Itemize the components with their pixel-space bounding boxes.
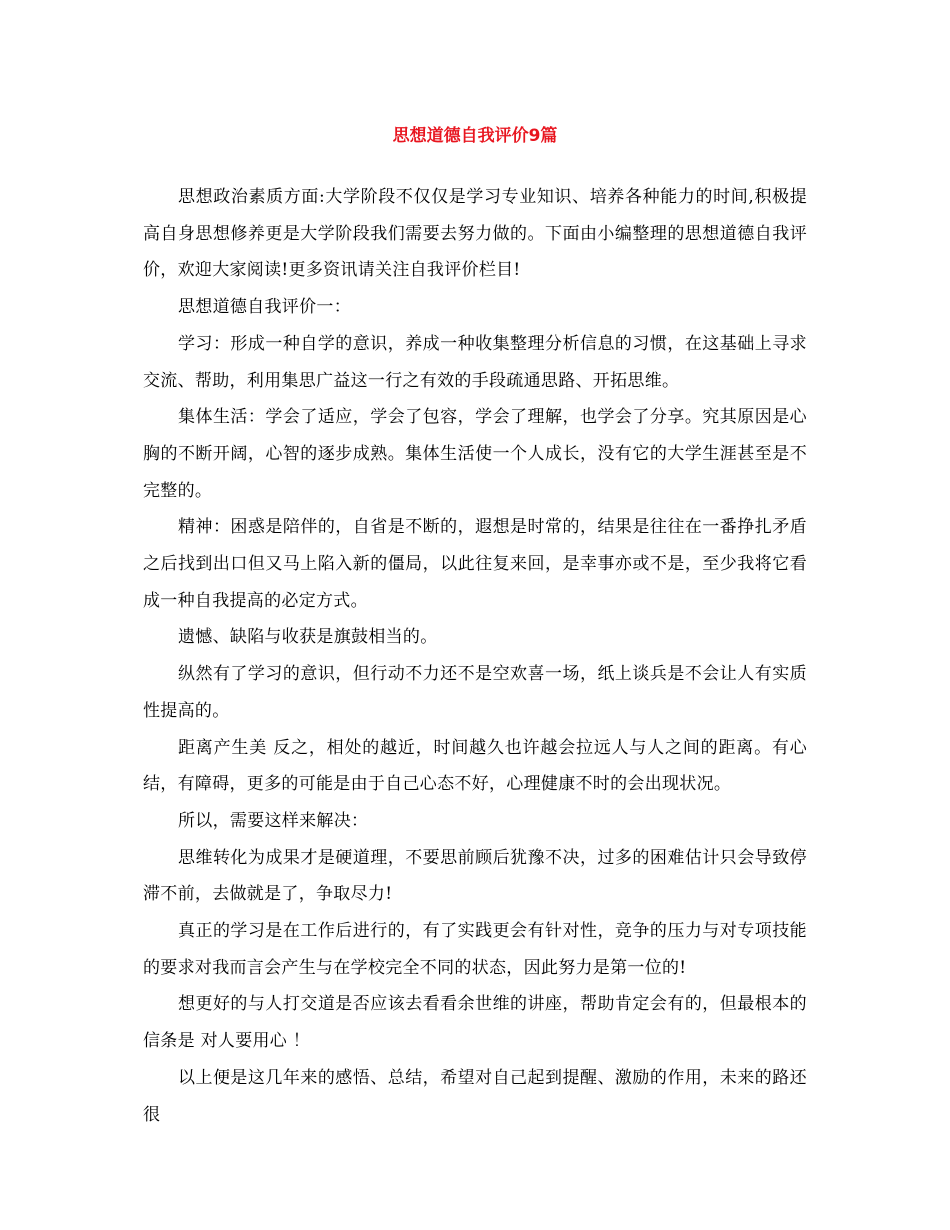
document-title: 思想道德自我评价9篇 (392, 126, 558, 146)
paragraph-people: 想更好的与人打交道是否应该去看看余世维的讲座，帮助肯定会有的，但最根本的信条是 对人要用心 ！ (143, 994, 807, 1052)
paragraph-regrets: 遗憾、缺陷与收获是旗鼓相当的。 (178, 627, 438, 648)
paragraph-action: 纵然有了学习的意识，但行动不力还不是空欢喜一场，纸上谈兵是不会让人有实质性提高的。 (143, 664, 807, 721)
paragraph-section-heading: 思想道德自我评价一： (178, 297, 351, 318)
document-body (143, 179, 807, 1133)
paragraph-distance: 距离产生美 反之，相处的越近，时间越久也许越会拉远人与人之间的距离。有心结，有障碍，更多的可能是由于自己心态不好，心理健康不时的会出现状况。 (143, 737, 807, 795)
paragraph-study: 学习：形成一种自学的意识，养成一种收集整理分析信息的习惯，在这基础上寻求交流、帮助，利用集思广益这一行之有效的手段疏通思路、开拓思维。 (143, 333, 807, 391)
paragraph-intro: 思想政治素质方面:大学阶段不仅仅是学习专业知识、培养各种能力的时间,积极提高自身思想修养更是大学阶段我们需要去努力做的。下面由小编整理的思想道德自我评价，欢迎大家阅读!更多资讯请关注自我评价栏目! (143, 187, 807, 281)
paragraph-solution-heading: 所以，需要这样来解决： (178, 810, 369, 831)
paragraph-spirit: 精神：困惑是陪伴的，自省是不断的，遐想是时常的，结果是往往在一番挣扎矛盾之后找到出口但又马上陷入新的僵局，以此往复来回，是幸事亦或不是，至少我将它看成一种自我提高的必定方式。 (143, 517, 807, 611)
paragraph-group-life: 集体生活：学会了适应，学会了包容，学会了理解，也学会了分享。究其原因是心胸的不断开阔，心智的逐步成熟。集体生活使一个人成长，没有它的大学生涯甚至是不完整的。 (143, 407, 807, 501)
paragraph-thinking: 思维转化为成果才是硬道理，不要思前顾后犹豫不决，过多的困难估计只会导致停滞不前，去做就是了，争取尽力! (143, 847, 807, 905)
paragraph-real-learning: 真正的学习是在工作后进行的，有了实践更会有针对性，竞争的压力与对专项技能的要求对我而言会产生与在学校完全不同的状态，因此努力是第一位的! (143, 921, 807, 978)
paragraph-summary: 以上便是这几年来的感悟、总结，希望对自己起到提醒、激励的作用，未来的路还很 (143, 1067, 807, 1125)
